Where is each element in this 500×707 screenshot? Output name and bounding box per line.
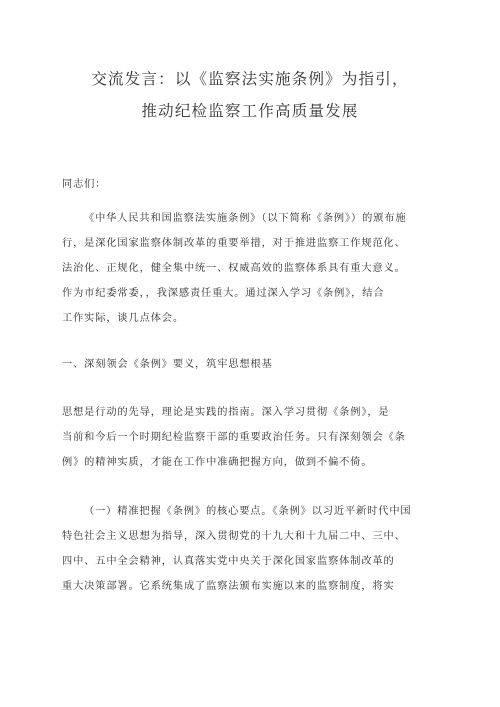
paragraph-1-line-4: 作为市纪委常委，，我深感责任重大。通过深入学习《条例》，结合 [62,288,385,299]
paragraph-3-line-1: （一）精准把握《条例》的核心要点。《条例》以习近平新时代中国 [84,506,412,517]
paragraph-2-line-2: 当前和今后一个时期纪检监察干部的重要政治任务。只有深刻领会《条 [62,432,406,443]
salutation: 同志们： [62,179,107,190]
paragraph-3-line-2: 特色社会主义思想为指导，深入贯彻党的十九大和十九届二中、三中、 [62,531,406,542]
paragraph-1-line-3: 法治化、正规化，健全集中统一、权威高效的监察体系具有重大意义。 [62,263,406,274]
paragraph-2-line-1: 思想是行动的先导，理论是实践的指南。深入学习贯彻《条例》，是 [62,407,390,418]
document-title-line-2: 推动纪检监察工作高质量发展 [141,102,359,120]
paragraph-1-line-5: 工作实际，谈几点体会。 [62,313,184,324]
paragraph-2-line-3: 例》的精神实质，才能在工作中准确把握方向，做到不偏不倚。 [62,457,373,468]
paragraph-1-line-1: 《中华人民共和国监察法实施条例》（以下简称《条例》）的颁布施 [84,213,407,224]
paragraph-3-line-4: 重大决策部署。它系统集成了监察法颁布实施以来的监察制度，将实 [62,581,395,592]
paragraph-3-line-3: 四中、五中全会精神，认真落实党中央关于深化国家监察体制改革的 [62,556,395,567]
section-heading-1: 一、深刻领会《条例》要义，筑牢思想根基 [62,359,273,370]
document-title-line-1: 交流发言：以《监察法实施条例》为指引， [91,70,409,88]
paragraph-1-line-2: 行，是深化国家监察体制改革的重要举措，对于推进监察工作规范化、 [62,238,406,249]
